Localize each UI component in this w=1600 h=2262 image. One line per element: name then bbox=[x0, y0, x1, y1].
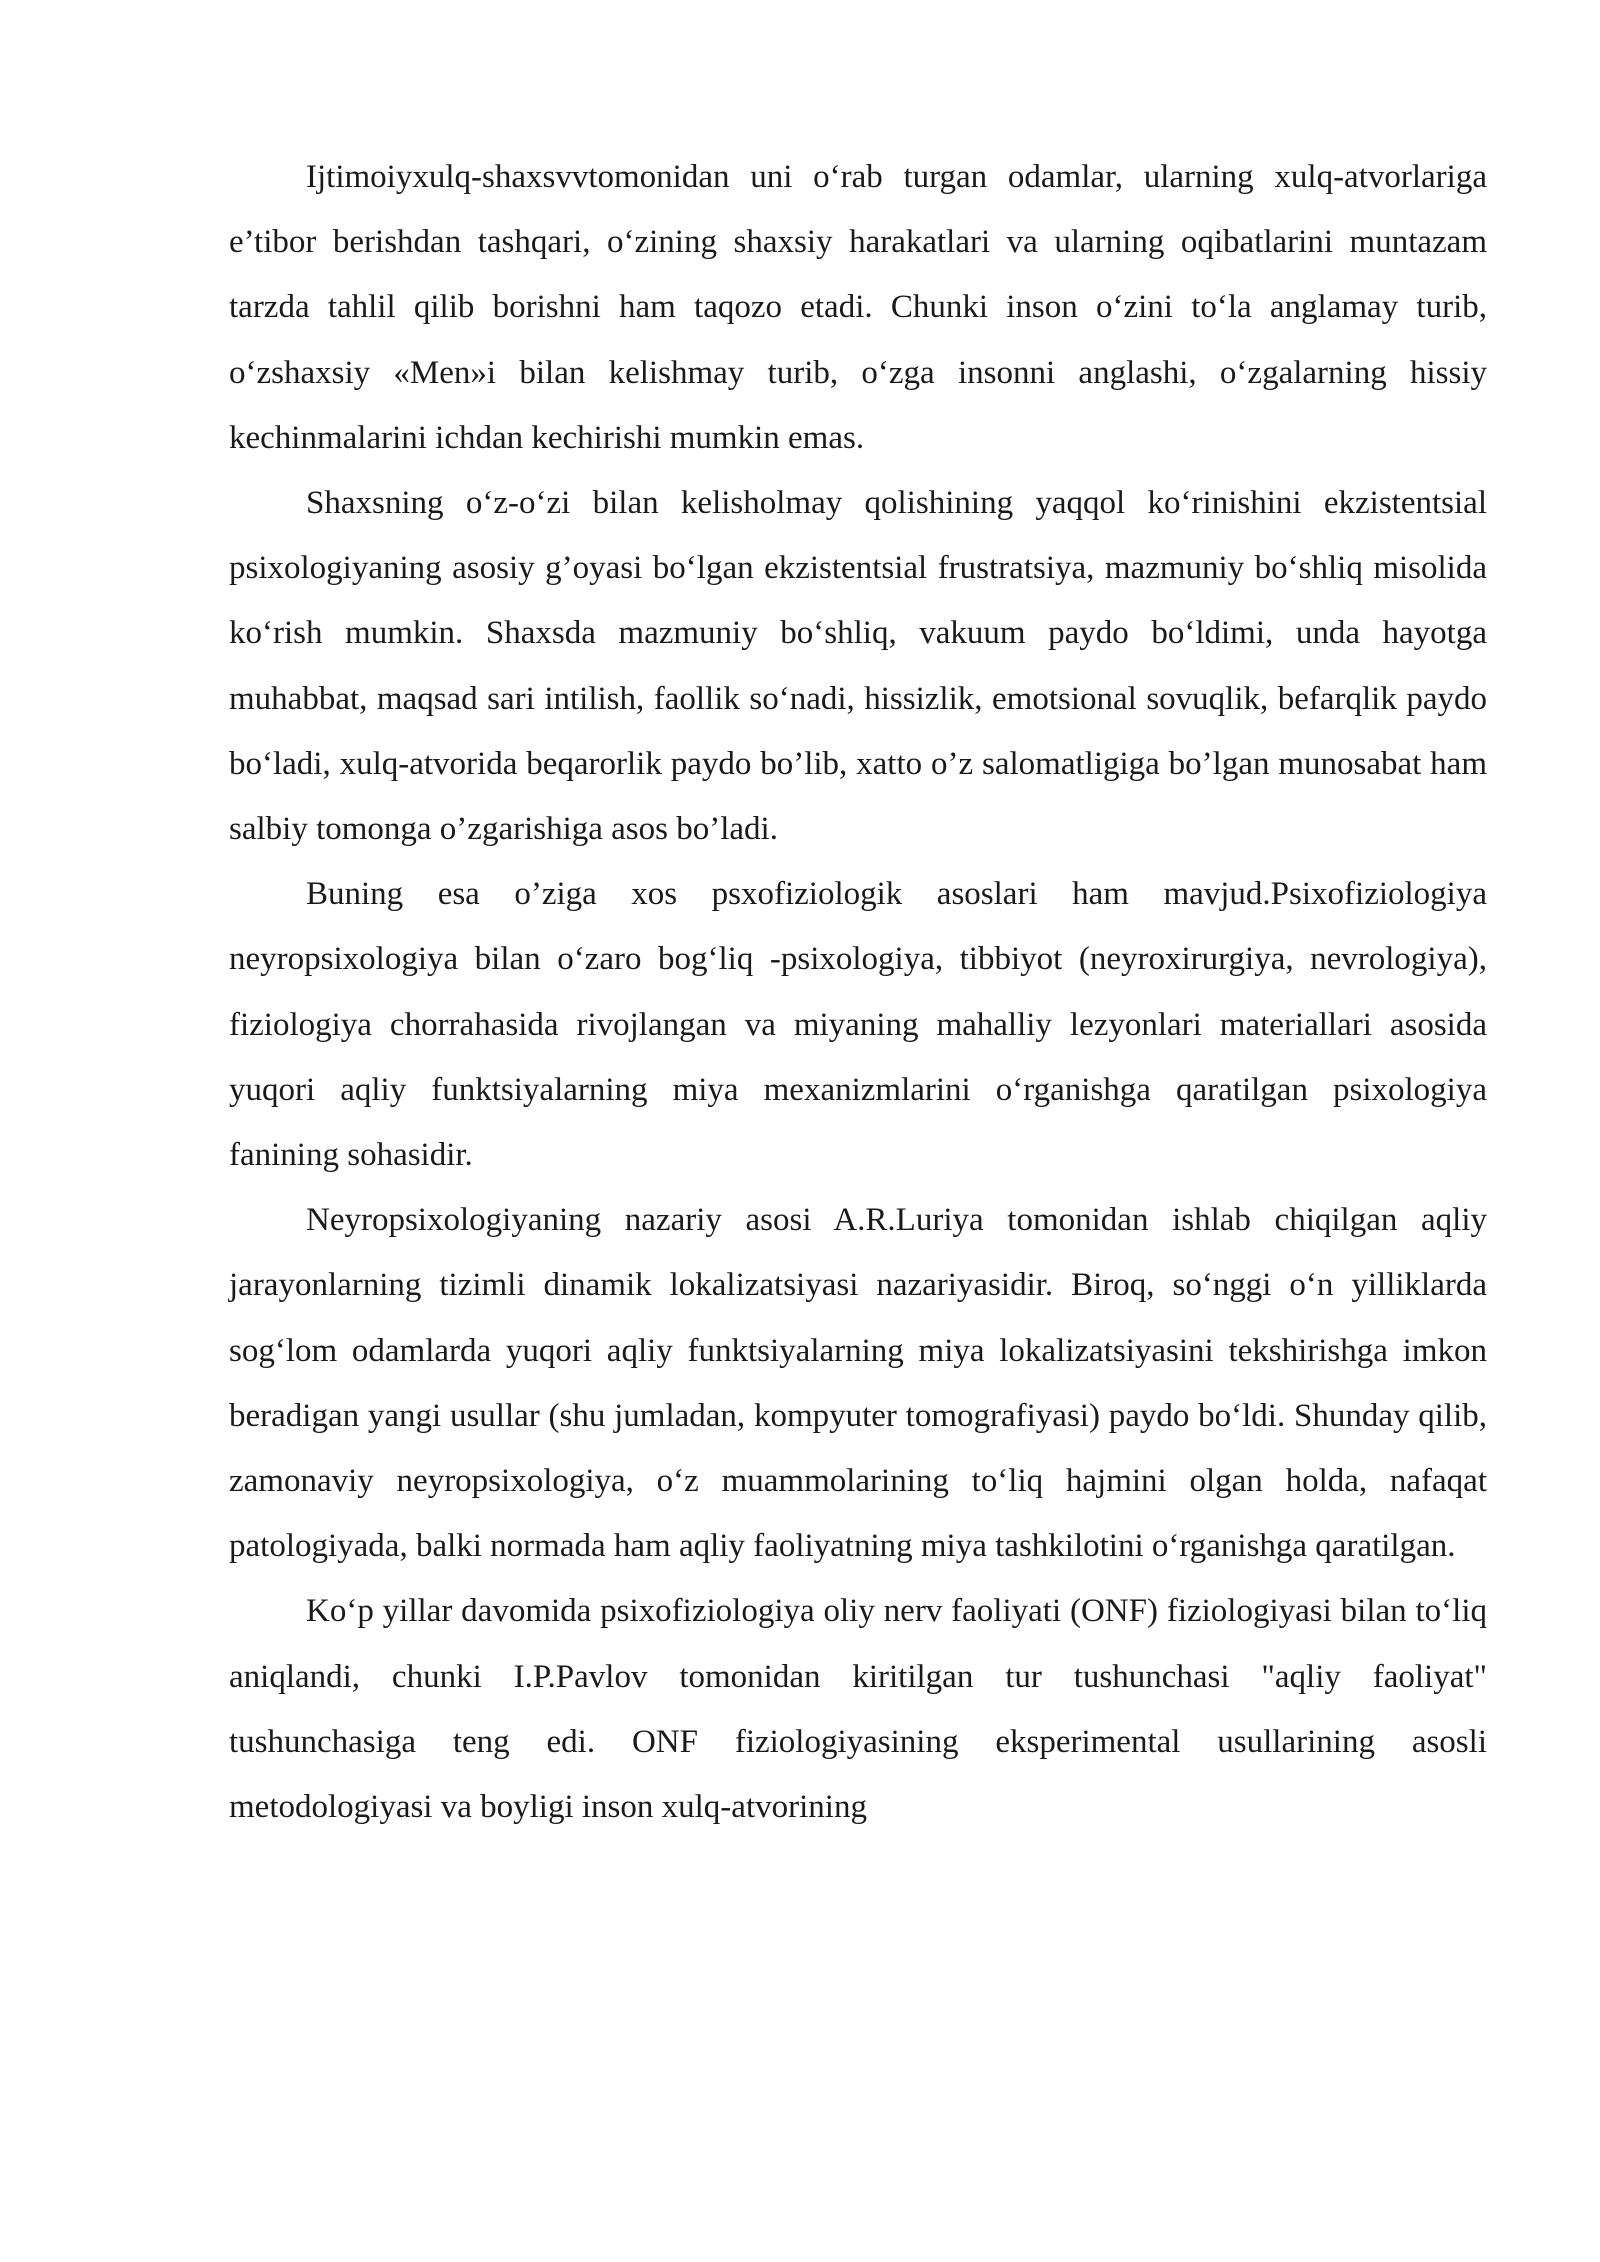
paragraph-1: Ijtimoiyxulq-shaxsvvtomonidan uni o‘rab turgan odamlar, ularning xulq-atvorlariga e’tibor berishdan tashqari, o‘zining shaxsiy harakatlari va ularning oqibatlarini muntazam tarzda tahlil qilib borishni ham taqozo etadi. Chunki inson o‘zini to‘la anglamay turib, o‘zshaxsiy «Men»i bilan kelishmay turib, o‘zga insonni anglashi, o‘zgalarning hissiy kechinmalarini ichdan kechirishi mumkin emas. bbox=[229, 159, 1487, 456]
paragraph-4: Neyropsixologiyaning nazariy asosi A.R.Luriya tomonidan ishlab chiqilgan aqliy jarayonlarning tizimli dinamik lokalizatsiyasi nazariyasidir. Biroq, so‘nggi o‘n yilliklarda sog‘lom odamlarda yuqori aqliy funktsiyalarning miya lokalizatsiyasini tekshirishga imkon beradigan yangi usullar (shu jumladan, kompyuter tomografiyasi) paydo bo‘ldi. Shunday qilib, zamonaviy neyropsixologiya, o‘z muammolarining to‘liq hajmini olgan holda, nafaqat patologiyada, balki normada ham aqliy faoliyatning miya tashkilotini o‘rganishga qaratilgan. bbox=[229, 1202, 1487, 1565]
paragraph-2: Shaxsning o‘z-o‘zi bilan kelisholmay qolishining yaqqol ko‘rinishini ekzistentsial psixologiyaning asosiy g’oyasi bo‘lgan ekzistentsial frustratsiya, mazmuniy bo‘shliq misolida ko‘rish mumkin. Shaxsda mazmuniy bo‘shliq, vakuum paydo bo‘ldimi, unda hayotga muhabbat, maqsad sari intilish, faollik so‘nadi, hissizlik, emotsional sovuqlik, befarqlik paydo bo‘ladi, xulq-atvorida beqarorlik paydo bo’lib, xatto o’z salomatligiga bo’lgan munosabat ham salbiy tomonga o’zgarishiga asos bo’ladi. bbox=[229, 485, 1487, 848]
document-body bbox=[229, 145, 1487, 1840]
paragraph-5: Ko‘p yillar davomida psixofiziologiya oliy nerv faoliyati (ONF) fiziologiyasi bilan to‘liq aniqlandi, chunki I.P.Pavlov tomonidan kiritilgan tur tushunchasi "aqliy faoliyat" tushunchasiga teng edi. ONF fiziologiyasining eksperimental usullarining asosli metodologiyasi va boyligi inson xulq-atvorining bbox=[229, 1593, 1487, 1826]
paragraph-3: Buning esa o’ziga xos psxofiziologik asoslari ham mavjud.Psixofiziologiya neyropsixologiya bilan o‘zaro bog‘liq -psixologiya, tibbiyot (neyroxirurgiya, nevrologiya), fiziologiya chorrahasida rivojlangan va miyaning mahalliy lezyonlari materiallari asosida yuqori aqliy funktsiyalarning miya mexanizmlarini o‘rganishga qaratilgan psixologiya fanining sohasidir. bbox=[229, 876, 1487, 1174]
